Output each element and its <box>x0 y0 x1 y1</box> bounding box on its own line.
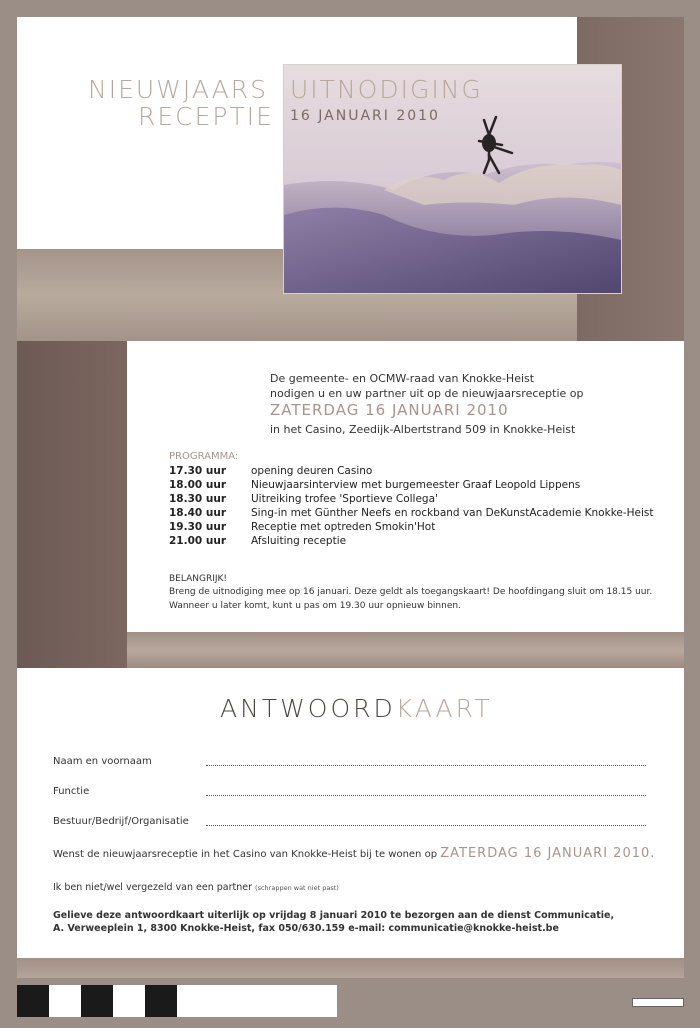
return-line-2: A. Verweeplein 1, 8300 Knokke-Heist, fax 050/630.159 e-mail: communicatie@knokke-heist.be <box>53 923 559 934</box>
invitation-bottom-band <box>127 632 684 668</box>
programma-desc: opening deuren Casino <box>251 465 373 477</box>
field-label-organisatie: Bestuur/Bedrijf/Organisatie <box>53 816 189 827</box>
invitation-location: in het Casino, Zeedijk-Albertstrand 509 in Knokke-Heist <box>270 423 576 436</box>
programma-time: 17.30 uur <box>169 465 226 477</box>
programma-item <box>169 479 580 491</box>
programma-desc: Receptie met optreden Smokin'Hot <box>251 521 436 533</box>
belangrijk-line-2: Wanneer u later komt, kunt u pas om 19.30 uur opnieuw binnen. <box>169 601 461 611</box>
field-line-naam[interactable] <box>206 764 646 766</box>
invitation-side-band <box>17 341 127 668</box>
invitation-line-2: nodigen u en uw partner uit op de nieuwjaarsreceptie op <box>270 387 584 400</box>
programma-item <box>169 535 346 547</box>
return-instructions <box>53 909 653 935</box>
partner-text: Ik ben niet/wel vergezeld van een partner <box>53 882 253 893</box>
programma-desc: Sing-in met Günther Neefs en rockband van DeKunstAcademie Knokke-Heist <box>251 507 654 519</box>
response-card-title <box>220 694 492 723</box>
return-line-1: Gelieve deze antwoordkaart uiterlijk op vrijdag 8 januari 2010 te bezorgen aan de dienst Communicatie, <box>53 910 615 921</box>
field-label-functie: Functie <box>53 786 90 797</box>
card-title-dark: ANTWOORD <box>220 694 396 723</box>
calibration-block <box>17 985 49 1017</box>
invitation-line-1: De gemeente- en OCMW-raad van Knokke-Heist <box>270 372 535 385</box>
partner-note: (schrappen wat niet past) <box>255 884 339 892</box>
programma-item <box>169 465 372 477</box>
programma-time: 18.40 uur <box>169 507 226 519</box>
title-uitnodiging: UITNODIGING <box>290 75 483 104</box>
programma-item <box>169 507 654 519</box>
archive-stamp <box>632 998 684 1007</box>
title-nieuwjaars: NIEUWJAARS <box>88 75 268 104</box>
programma-item <box>169 493 438 505</box>
partner-statement <box>53 882 339 893</box>
programma-time: 19.30 uur <box>169 521 226 533</box>
title-receptie: RECEPTIE <box>138 102 274 131</box>
card-title-accent: KAART <box>395 694 493 723</box>
belangrijk-line-1: Breng de uitnodiging mee op 16 januari. Deze geldt als toegangskaart! De hoofdingang sluit om 18.15 uur. <box>169 587 653 597</box>
programma-time: 21.00 uur <box>169 535 226 547</box>
field-label-naam: Naam en voornaam <box>53 756 152 767</box>
color-calibration-strip <box>17 985 337 1017</box>
programma-item <box>169 521 435 533</box>
title-date: 16 JANUARI 2010 <box>290 108 440 124</box>
programma-desc: Afsluiting receptie <box>251 535 347 547</box>
calibration-block <box>145 985 177 1017</box>
programma-heading: PROGRAMMA: <box>169 451 239 462</box>
attend-text: Wenst de nieuwjaarsreceptie in het Casino van Knokke-Heist bij te wonen op <box>53 849 438 860</box>
belangrijk-heading: BELANGRIJK! <box>169 574 228 584</box>
programma-time: 18.00 uur <box>169 479 226 491</box>
programma-desc: Uitreiking trofee 'Sportieve Collega' <box>251 493 438 505</box>
calibration-block <box>81 985 113 1017</box>
attend-statement <box>53 846 655 861</box>
attend-date: ZATERDAG 16 JANUARI 2010. <box>440 846 656 861</box>
belangrijk-text <box>169 585 689 613</box>
programma-time: 18.30 uur <box>169 493 226 505</box>
invitation-date: ZATERDAG 16 JANUARI 2010 <box>270 401 509 419</box>
invitation-text <box>270 371 590 401</box>
field-line-functie[interactable] <box>206 794 646 796</box>
programma-desc: Nieuwjaarsinterview met burgemeester Graaf Leopold Lippens <box>251 479 581 491</box>
response-card-band <box>17 958 684 978</box>
field-line-organisatie[interactable] <box>206 824 646 826</box>
